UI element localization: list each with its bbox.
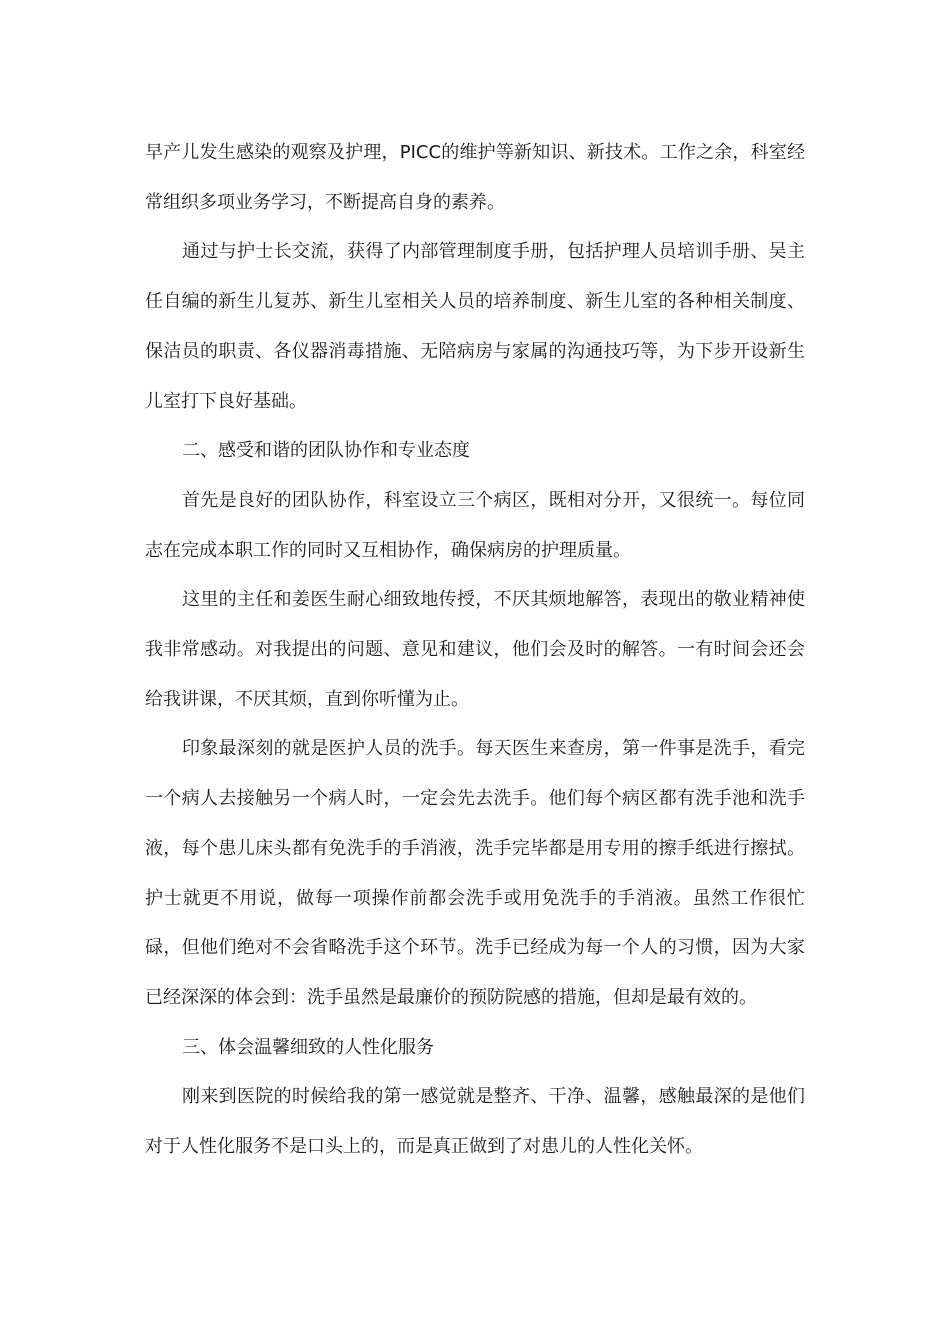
section-heading-humanized-service: 三、体会温馨细致的人性化服务 [182,1036,434,1058]
section-heading-teamwork: 二、感受和谐的团队协作和专业态度 [182,440,470,462]
paragraph-hand-washing: 印象最深刻的就是医护人员的洗手。每天医生来查房，第一件事是洗手，看完一个病人去接触另一个病人时，一定会先去洗手。他们每个病区都有洗手池和洗手液，每个患儿床头都有免洗手的手消液，洗手完毕都是用专用的擦手纸进行擦拭。护士就更不用说，做每一项操作前都会洗手或用免洗手的手消液。虽然工作很忙碌，但他们绝对不会省略洗手这个环节。洗手已经成为每一个人的习惯，因为大家已经深深的体会到：洗手虽然是最廉价的预防院感的措施，但却是最有效的。 [145,738,805,1008]
paragraph-continuation: 早产儿发生感染的观察及护理，PICC的维护等新知识、新技术。工作之余，科室经常组织多项业务学习，不断提高自身的素养。 [145,142,805,213]
paragraph-professional-attitude: 这里的主任和姜医生耐心细致地传授，不厌其烦地解答，表现出的敬业精神使我非常感动。对我提出的问题、意见和建议，他们会及时的解答。一有时间会还会给我讲课，不厌其烦，直到你听懂为止。 [145,589,805,710]
paragraph-team-collaboration: 首先是良好的团队协作，科室设立三个病区，既相对分开，又很统一。每位同志在完成本职工作的同时又互相协作，确保病房的护理质量。 [145,489,805,561]
paragraph-first-impression: 刚来到医院的时候给我的第一感觉就是整齐、干净、温馨，感触最深的是他们对于人性化服务不是口头上的，而是真正做到了对患儿的人性化关怀。 [145,1086,805,1158]
paragraph-management-manual: 通过与护士长交流，获得了内部管理制度手册，包括护理人员培训手册、吴主任自编的新生儿复苏、新生儿室相关人员的培养制度、新生儿室的各种相关制度、保洁员的职责、各仪器消毒措施、无陪病房与家属的沟通技巧等，为下步开设新生儿室打下良好基础。 [145,241,805,412]
document-body [145,128,805,1172]
